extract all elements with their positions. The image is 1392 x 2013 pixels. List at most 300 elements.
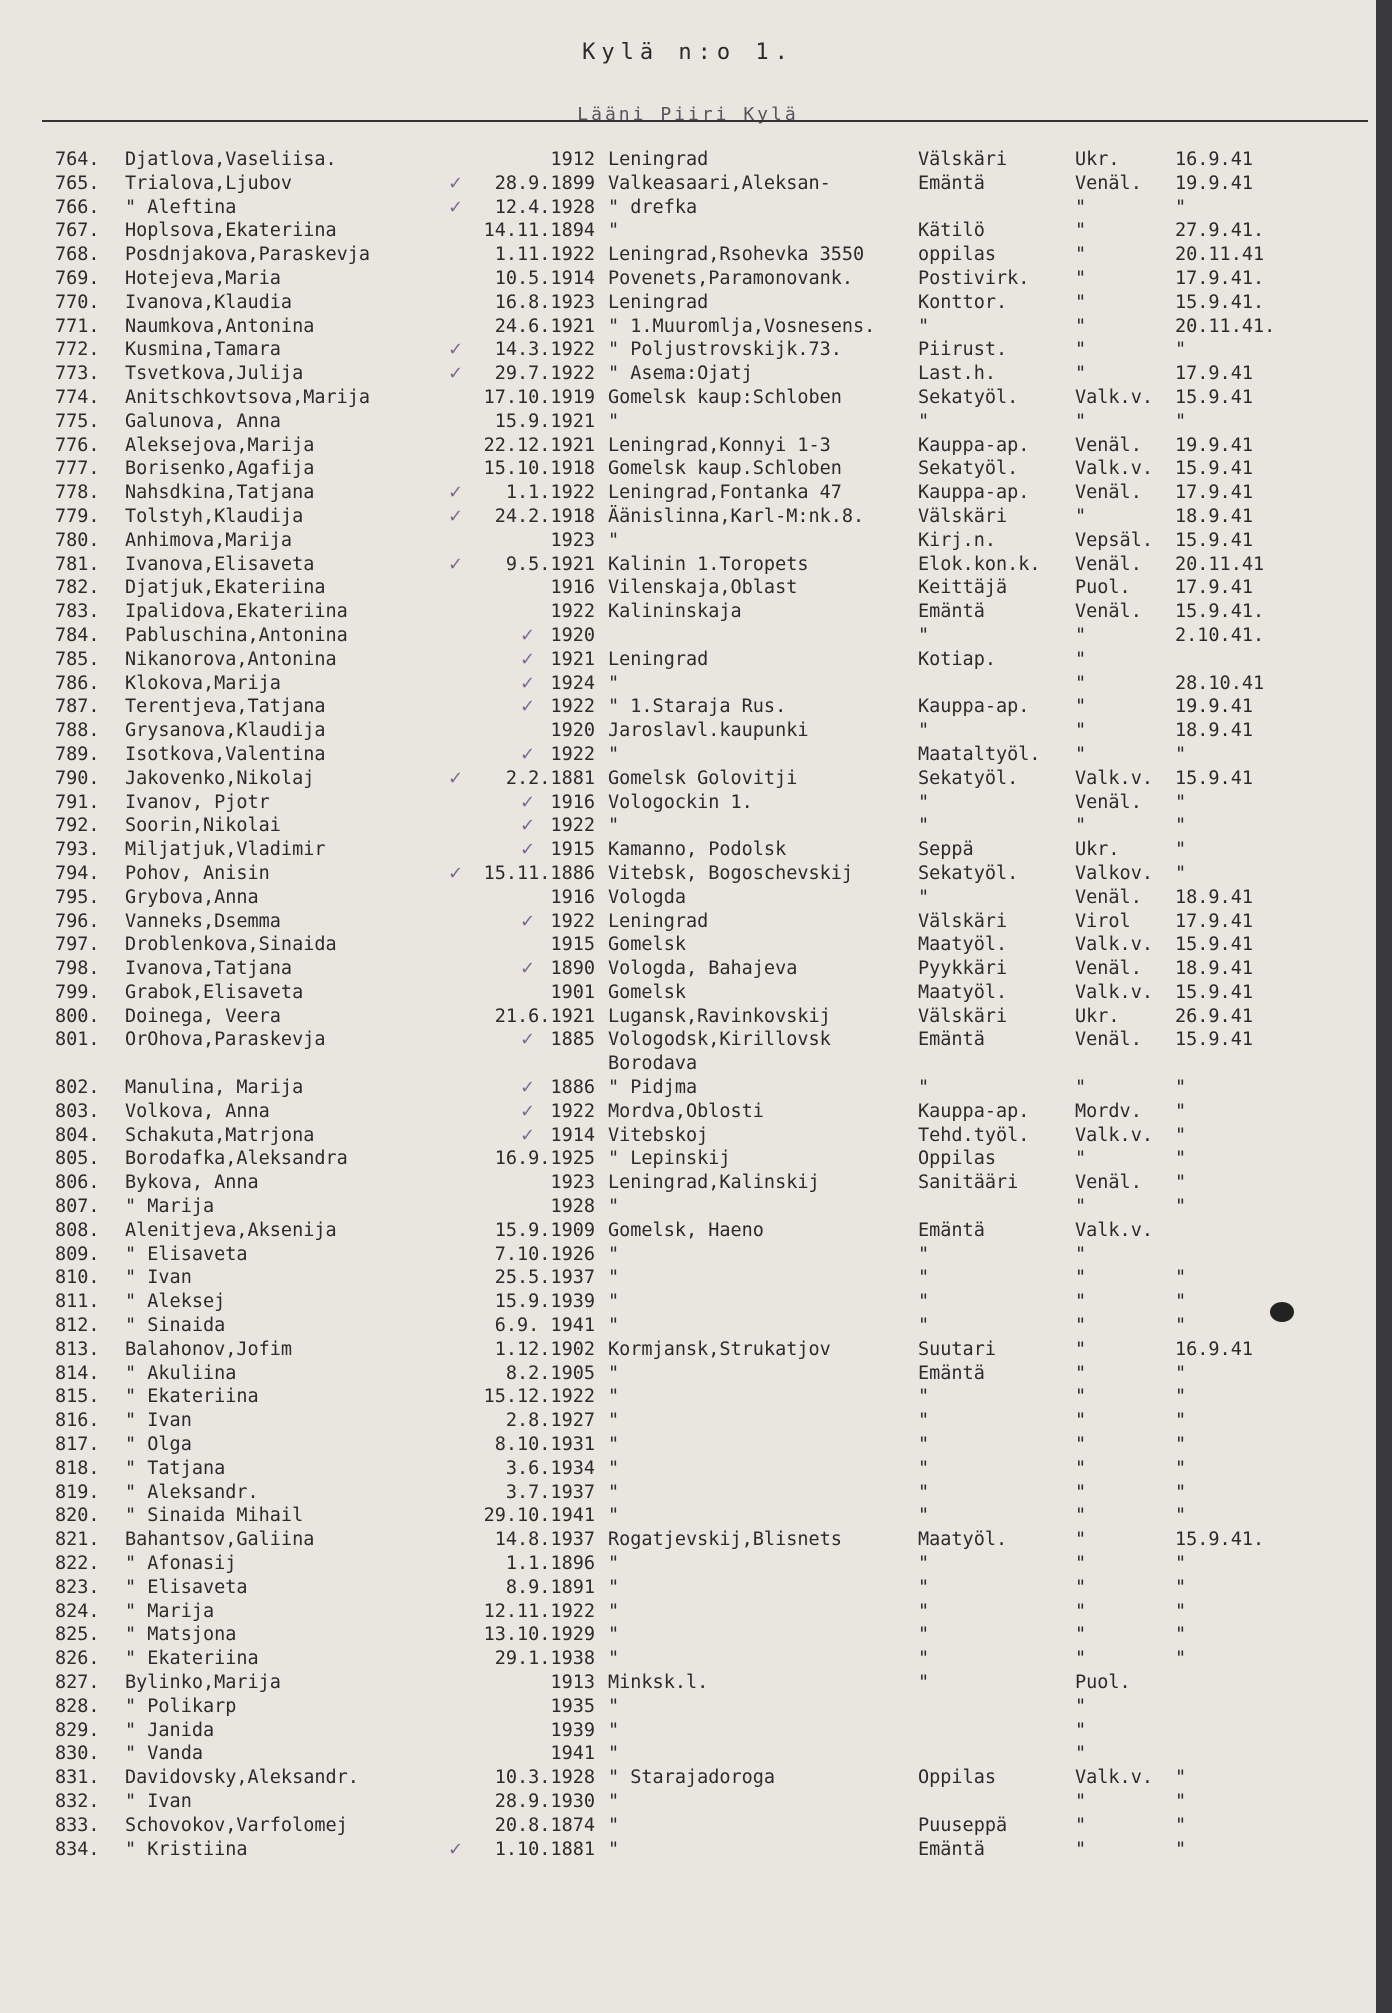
row-date: 1915: [550, 839, 595, 861]
row-occ: Välskäri: [918, 505, 1008, 527]
row-date: 2.2.1881: [505, 767, 595, 789]
row-nat: ": [1075, 220, 1087, 242]
row-occ: Maatyöl.: [918, 1529, 1008, 1551]
row-date: 15.9.1939: [494, 1291, 595, 1313]
row-date: 8.10.1931: [494, 1434, 595, 1456]
row-name: Hotejeva,Maria: [125, 267, 281, 289]
row-date: 1923: [550, 529, 595, 551]
row-nat: ": [1075, 1410, 1087, 1432]
row-name: " Ekateriina: [125, 1386, 259, 1408]
row-nat: Valk.v.: [1075, 1124, 1153, 1146]
row-name: Balahonov,Jofim: [125, 1338, 293, 1360]
row-name: Trialova,Ljubov: [125, 172, 293, 194]
row-date: 14.11.1894: [483, 220, 595, 242]
row-occ: Konttor.: [918, 291, 1008, 313]
row-occ: Maataltyöl.: [918, 743, 1041, 765]
row-arr: ": [1175, 1077, 1187, 1099]
row-occ: Kauppa-ap.: [918, 696, 1030, 718]
row-date: 1.1.1922: [505, 482, 595, 504]
row-place: Vilenskaja,Oblast: [608, 577, 798, 599]
row-arr: ": [1175, 1386, 1187, 1408]
row-place: ": [608, 1243, 620, 1265]
check-mark-icon: ✓: [448, 1838, 464, 1860]
header-rule: [42, 120, 1368, 122]
check-mark-icon: ✓: [520, 815, 536, 837]
row-arr: 16.9.41: [1175, 149, 1253, 170]
row-date: 1921: [550, 648, 595, 670]
row-date: 15.10.1918: [483, 458, 595, 480]
row-date: 29.7.1922: [494, 363, 595, 385]
register-row: [0, 1671, 1376, 1695]
register-row: [0, 148, 1376, 172]
row-nat: ": [1075, 1077, 1087, 1099]
register-row: [0, 1528, 1376, 1552]
row-name: " Janida: [125, 1719, 215, 1741]
row-place: ": [608, 1362, 620, 1384]
row-name: Pohov, Anisin: [125, 862, 270, 884]
row-name: Naumkova,Antonina: [125, 315, 315, 337]
row-no: 791.: [55, 791, 100, 813]
row-occ: ": [918, 791, 930, 813]
row-name: Ivanova,Klaudia: [125, 291, 293, 313]
row-occ: Pyykkäri: [918, 958, 1008, 980]
row-place: ": [608, 1743, 620, 1765]
row-no: 767.: [55, 220, 100, 242]
row-place: Lugansk,Ravinkovskij: [608, 1005, 831, 1027]
row-arr: 15.9.41.: [1175, 1529, 1265, 1551]
row-name: Bahantsov,Galiina: [125, 1529, 315, 1551]
row-no: 764.: [55, 149, 100, 170]
row-no: 798.: [55, 958, 100, 980]
row-no: 773.: [55, 363, 100, 385]
row-nat: ": [1075, 743, 1087, 765]
check-mark-icon: ✓: [520, 624, 536, 646]
row-arr: ": [1175, 1600, 1187, 1622]
row-place: Leningrad: [608, 291, 709, 313]
row-no: 793.: [55, 839, 100, 861]
row-nat: ": [1075, 1291, 1087, 1313]
row-occ: Välskäri: [918, 1005, 1008, 1027]
register-row: [0, 1838, 1376, 1862]
row-name: Grabok,Elisaveta: [125, 981, 304, 1003]
row-date: 1922: [550, 1100, 595, 1122]
row-date: 24.2.1918: [494, 505, 595, 527]
row-no: 815.: [55, 1386, 100, 1408]
row-no: 786.: [55, 672, 100, 694]
row-place: " 1.Muuromlja,Vosnesens.: [608, 315, 876, 337]
row-no: 792.: [55, 815, 100, 837]
row-date: 15.9.1921: [494, 410, 595, 432]
register-row: [0, 838, 1376, 862]
register-row: [0, 1623, 1376, 1647]
row-arr: ": [1175, 1767, 1187, 1789]
row-occ: Keittäjä: [918, 577, 1008, 599]
row-place: Vologockin 1.: [608, 791, 753, 813]
row-date: 1920: [550, 624, 595, 646]
row-nat: ": [1075, 696, 1087, 718]
row-name: Schovokov,Varfolomej: [125, 1814, 348, 1836]
row-date: 1914: [550, 1124, 595, 1146]
check-mark-icon: ✓: [448, 505, 464, 527]
row-nat: ": [1075, 1553, 1087, 1575]
row-arr: ": [1175, 1172, 1187, 1194]
row-occ: ": [918, 1434, 930, 1456]
row-name: Soorin,Nikolai: [125, 815, 281, 837]
row-nat: Vepsäl.: [1075, 529, 1153, 551]
row-nat: ": [1075, 1743, 1087, 1765]
row-name: Bylinko,Marija: [125, 1672, 281, 1693]
row-date: 1916: [550, 791, 595, 813]
row-place: " Poljustrovskijk.73.: [608, 339, 842, 361]
check-mark-icon: ✓: [448, 196, 464, 218]
register-row: [0, 434, 1376, 458]
register-row: [0, 624, 1376, 648]
row-no: 809.: [55, 1243, 100, 1265]
row-nat: ": [1075, 1434, 1087, 1456]
row-date: 9.5.1921: [505, 553, 595, 575]
row-no: 801.: [55, 1029, 100, 1051]
register-row: [0, 719, 1376, 743]
row-no: 804.: [55, 1124, 100, 1146]
row-name: " Sinaida Mihail: [125, 1505, 304, 1527]
row-place: ": [608, 529, 620, 551]
row-place: ": [608, 220, 620, 242]
row-no: 812.: [55, 1315, 100, 1337]
row-arr: 28.10.41: [1175, 672, 1265, 694]
row-place: ": [608, 815, 620, 837]
row-arr: ": [1175, 1100, 1187, 1122]
row-date: 28.9.1899: [494, 172, 595, 194]
row-arr: 2.10.41.: [1175, 624, 1265, 646]
row-name: " Aleftina: [125, 196, 237, 218]
row-name: Borodafka,Aleksandra: [125, 1148, 348, 1170]
row-date: 21.6.1921: [494, 1005, 595, 1027]
row-date: 1922: [550, 696, 595, 718]
row-nat: ": [1075, 1600, 1087, 1622]
check-mark-icon: ✓: [520, 696, 536, 718]
row-no: 827.: [55, 1672, 100, 1693]
row-name: Ivanova,Tatjana: [125, 958, 293, 980]
row-nat: ": [1075, 1315, 1087, 1337]
row-arr: 20.11.41: [1175, 553, 1265, 575]
row-occ: Suutari: [918, 1338, 996, 1360]
row-occ: ": [918, 1648, 930, 1670]
row-arr: 18.9.41: [1175, 958, 1253, 980]
row-place: Vologda: [608, 886, 686, 908]
register-row: [0, 1338, 1376, 1362]
row-date: 7.10.1926: [494, 1243, 595, 1265]
row-place: Povenets,Paramonovank.: [608, 267, 854, 289]
row-place: Vitebsk, Bogoschevskij: [608, 862, 854, 884]
row-place: Valkeasaari,Aleksan-: [608, 172, 831, 194]
page-title: Kylä n:o 1.: [582, 40, 794, 65]
row-nat: ": [1075, 648, 1087, 670]
row-place: Leningrad,Konnyi 1-3: [608, 434, 831, 456]
register-row: [0, 957, 1376, 981]
register-row: [0, 886, 1376, 910]
row-nat: ": [1075, 1576, 1087, 1598]
row-place: Leningrad: [608, 648, 709, 670]
row-name: " Ivan: [125, 1790, 192, 1812]
row-arr: 17.9.41: [1175, 577, 1253, 599]
row-name: " Sinaida: [125, 1315, 226, 1337]
row-name: Isotkova,Valentina: [125, 743, 326, 765]
row-no: 775.: [55, 410, 100, 432]
row-place: ": [608, 1695, 620, 1717]
row-arr: 27.9.41.: [1175, 220, 1265, 242]
register-row: [0, 1719, 1376, 1743]
register-row: [0, 243, 1376, 267]
check-mark-icon: ✓: [520, 958, 536, 980]
row-no: 785.: [55, 648, 100, 670]
row-name: Droblenkova,Sinaida: [125, 934, 337, 956]
register-row: [0, 1290, 1376, 1314]
register-row: [0, 1814, 1376, 1838]
row-nat: ": [1075, 315, 1087, 337]
row-arr: ": [1175, 1291, 1187, 1313]
row-name: Schakuta,Matrjona: [125, 1124, 315, 1146]
row-nat: Ukr.: [1075, 149, 1120, 170]
row-place: ": [608, 1505, 620, 1527]
register-row: [0, 1219, 1376, 1243]
row-date: 3.7.1937: [505, 1481, 595, 1503]
row-no: 797.: [55, 934, 100, 956]
row-name: " Matsjona: [125, 1624, 237, 1646]
register-row: [0, 814, 1376, 838]
row-no: 805.: [55, 1148, 100, 1170]
row-no: 794.: [55, 862, 100, 884]
check-mark-icon: ✓: [448, 767, 464, 789]
row-place: Gomelsk, Haeno: [608, 1219, 764, 1241]
row-occ: ": [918, 1457, 930, 1479]
row-date: 20.8.1874: [494, 1814, 595, 1836]
register-row: [0, 362, 1376, 386]
row-date: 1941: [550, 1743, 595, 1765]
row-name: Klokova,Marija: [125, 672, 281, 694]
row-nat: ": [1075, 505, 1087, 527]
row-arr: ": [1175, 1790, 1187, 1812]
row-no: 776.: [55, 434, 100, 456]
row-no: 807.: [55, 1196, 100, 1218]
row-name: Nikanorova,Antonina: [125, 648, 337, 670]
row-date: 6.9. 1941: [494, 1315, 595, 1337]
register-list: [0, 148, 1376, 1861]
row-no: 816.: [55, 1410, 100, 1432]
row-arr: ": [1175, 410, 1187, 432]
row-arr: ": [1175, 1267, 1187, 1289]
row-nat: ": [1075, 672, 1087, 694]
register-row: [0, 910, 1376, 934]
check-mark-icon: ✓: [448, 862, 464, 884]
row-place: Kalinin 1.Toropets: [608, 553, 809, 575]
row-name: Miljatjuk,Vladimir: [125, 839, 326, 861]
row-nat: Venäl.: [1075, 434, 1142, 456]
row-name: Tsvetkova,Julija: [125, 363, 304, 385]
row-date: 1916: [550, 886, 595, 908]
check-mark-icon: ✓: [448, 339, 464, 361]
row-place: ": [608, 1576, 620, 1598]
row-arr: 15.9.41: [1175, 934, 1253, 956]
row-arr: 17.9.41: [1175, 910, 1253, 932]
row-arr: ": [1175, 1457, 1187, 1479]
row-no: 819.: [55, 1481, 100, 1503]
row-no: 781.: [55, 553, 100, 575]
row-nat: ": [1075, 1338, 1087, 1360]
row-occ: ": [918, 1243, 930, 1265]
row-nat: Valk.v.: [1075, 1767, 1153, 1789]
row-place: " Lepinskij: [608, 1148, 731, 1170]
row-date: 1916: [550, 577, 595, 599]
row-arr: ": [1175, 1576, 1187, 1598]
row-date: 1915: [550, 934, 595, 956]
row-name: Djatjuk,Ekateriina: [125, 577, 326, 599]
row-place: Borodava: [608, 1053, 698, 1075]
row-place: ": [608, 410, 620, 432]
row-nat: Venäl.: [1075, 482, 1142, 504]
row-name: " Ivan: [125, 1410, 192, 1432]
row-arr: ": [1175, 862, 1187, 884]
row-occ: ": [918, 720, 930, 742]
row-nat: Valkov.: [1075, 862, 1153, 884]
row-nat: ": [1075, 624, 1087, 646]
row-nat: ": [1075, 1719, 1087, 1741]
register-row: [0, 743, 1376, 767]
row-arr: ": [1175, 1481, 1187, 1503]
row-place: Gomelsk: [608, 934, 686, 956]
row-place: ": [608, 1196, 620, 1218]
row-nat: ": [1075, 1196, 1087, 1218]
check-mark-icon: ✓: [448, 363, 464, 385]
row-date: 1890: [550, 958, 595, 980]
row-place: Rogatjevskij,Blisnets: [608, 1529, 842, 1551]
register-row: [0, 767, 1376, 791]
row-name: " Polikarp: [125, 1695, 237, 1717]
row-occ: ": [918, 1410, 930, 1432]
row-nat: Valk.v.: [1075, 981, 1153, 1003]
row-arr: ": [1175, 1148, 1187, 1170]
row-name: Grysanova,Klaudija: [125, 720, 326, 742]
check-mark-icon: ✓: [448, 482, 464, 504]
row-nat: ": [1075, 1481, 1087, 1503]
row-occ: Maatyöl.: [918, 981, 1008, 1003]
row-name: Kusmina,Tamara: [125, 339, 281, 361]
row-place: Vologda, Bahajeva: [608, 958, 798, 980]
row-nat: Venäl.: [1075, 1172, 1142, 1194]
row-nat: ": [1075, 291, 1087, 313]
row-arr: ": [1175, 1624, 1187, 1646]
row-occ: Postivirk.: [918, 267, 1030, 289]
row-occ: ": [918, 1600, 930, 1622]
register-row: [0, 933, 1376, 957]
row-name: Posdnjakova,Paraskevja: [125, 244, 371, 266]
row-name: " Olga: [125, 1434, 192, 1456]
row-nat: Mordv.: [1075, 1100, 1142, 1122]
row-date: 8.2.1905: [505, 1362, 595, 1384]
register-row: [0, 291, 1376, 315]
row-arr: ": [1175, 791, 1187, 813]
row-arr: 15.9.41: [1175, 981, 1253, 1003]
row-occ: Kauppa-ap.: [918, 482, 1030, 504]
row-nat: ": [1075, 410, 1087, 432]
row-place: ": [608, 1624, 620, 1646]
row-place: Äänislinna,Karl-M:nk.8.: [608, 505, 865, 527]
row-occ: Emäntä: [918, 601, 985, 623]
register-row: [0, 1576, 1376, 1600]
ink-blot: [1270, 1302, 1294, 1322]
row-no: 814.: [55, 1362, 100, 1384]
row-date: 25.5.1937: [494, 1267, 595, 1289]
row-place: ": [608, 1291, 620, 1313]
register-row: [0, 1457, 1376, 1481]
row-no: 823.: [55, 1576, 100, 1598]
row-name: " Aleksandr.: [125, 1481, 259, 1503]
row-occ: ": [918, 410, 930, 432]
row-date: 10.5.1914: [494, 267, 595, 289]
row-name: " Tatjana: [125, 1457, 226, 1479]
row-name: Grybova,Anna: [125, 886, 259, 908]
row-nat: ": [1075, 720, 1087, 742]
row-date: 3.6.1934: [505, 1457, 595, 1479]
register-row: [0, 553, 1376, 577]
row-arr: 18.9.41: [1175, 720, 1253, 742]
row-name: " Marija: [125, 1196, 215, 1218]
row-date: 14.8.1937: [494, 1529, 595, 1551]
row-date: 1.10.1881: [494, 1838, 595, 1860]
register-row: [0, 1052, 1376, 1076]
row-date: 22.12.1921: [483, 434, 595, 456]
column-subtitle: Lääni Piiri Kylä: [577, 104, 799, 125]
row-place: Leningrad: [608, 910, 709, 932]
row-date: 1922: [550, 815, 595, 837]
row-no: 833.: [55, 1814, 100, 1836]
row-nat: Venäl.: [1075, 172, 1142, 194]
row-date: 8.9.1891: [505, 1576, 595, 1598]
row-occ: Piirust.: [918, 339, 1008, 361]
row-date: 28.9.1930: [494, 1790, 595, 1812]
row-name: Davidovsky,Aleksandr.: [125, 1767, 359, 1789]
row-nat: Venäl.: [1075, 791, 1142, 813]
register-row: [0, 1147, 1376, 1171]
register-row: [0, 338, 1376, 362]
row-nat: ": [1075, 1695, 1087, 1717]
row-arr: ": [1175, 196, 1187, 218]
row-place: ": [608, 1790, 620, 1812]
row-arr: 26.9.41: [1175, 1005, 1253, 1027]
row-occ: Emäntä: [918, 1219, 985, 1241]
row-place: ": [608, 743, 620, 765]
row-place: Leningrad,Kalinskij: [608, 1172, 820, 1194]
row-no: 799.: [55, 981, 100, 1003]
row-occ: Puuseppä: [918, 1814, 1008, 1836]
row-place: Leningrad,Fontanka 47: [608, 482, 842, 504]
row-place: Minksk.l.: [608, 1672, 709, 1693]
register-row: [0, 219, 1376, 243]
row-place: ": [608, 1434, 620, 1456]
check-mark-icon: ✓: [520, 1029, 536, 1051]
row-nat: Ukr.: [1075, 839, 1120, 861]
register-row: [0, 791, 1376, 815]
row-nat: Ukr.: [1075, 1005, 1120, 1027]
row-name: Ivanova,Elisaveta: [125, 553, 315, 575]
row-date: 16.9.1925: [494, 1148, 595, 1170]
row-date: 1935: [550, 1695, 595, 1717]
register-row: [0, 1766, 1376, 1790]
row-occ: ": [918, 1481, 930, 1503]
row-nat: ": [1075, 1838, 1087, 1860]
row-place: Leningrad: [608, 149, 709, 170]
row-name: Ipalidova,Ekateriina: [125, 601, 348, 623]
register-row: [0, 1100, 1376, 1124]
